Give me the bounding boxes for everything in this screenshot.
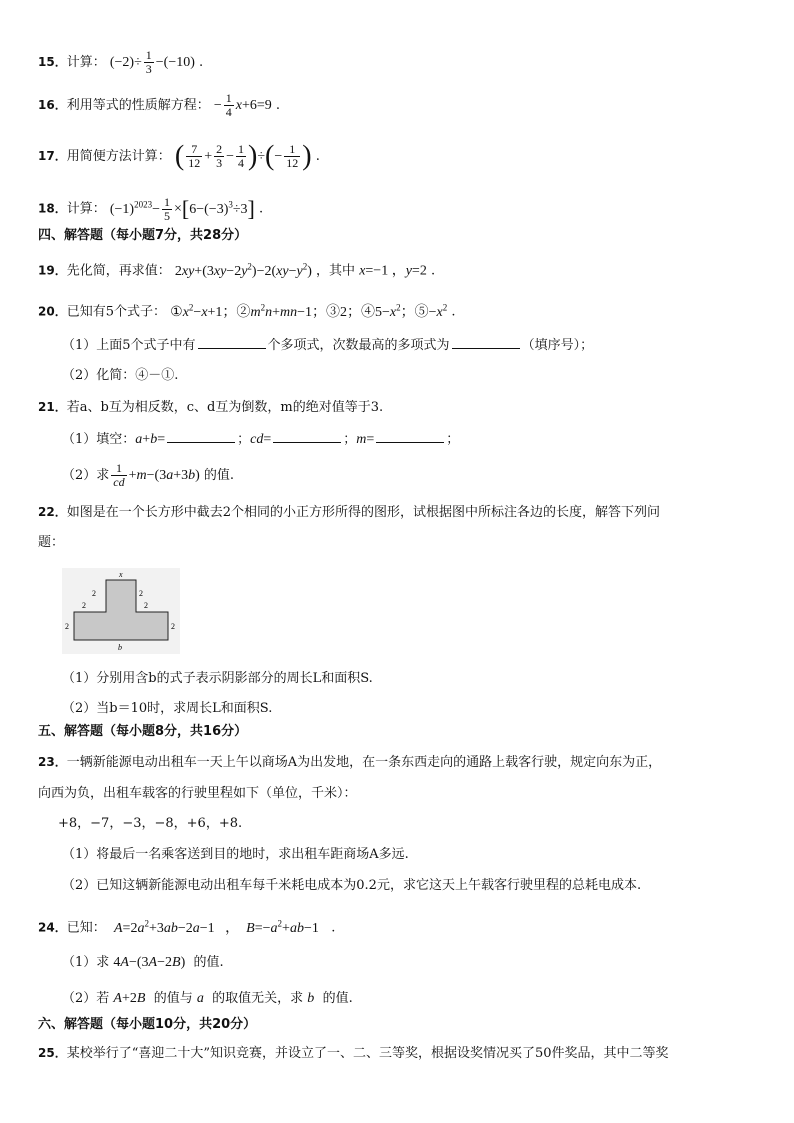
math-expression: x=−1 ，y=2: [359, 263, 427, 279]
t-shape-figure: [62, 568, 180, 654]
label-2: 2: [65, 622, 69, 631]
problem-21: [38, 398, 383, 417]
problem-18: 18．计算： $(-1)^{2023}-$ $\frac{1}{5}$ $\times[6-(-3)^3\div 3]$ .: [38, 194, 264, 223]
section-heading: 五、解答题（每小题8分，共16分）: [38, 724, 248, 739]
problem-20: 20．已知有5个式子： $①x^2-x+1$；$②m^2n+mn-1$；③2；$④5-x^2$；$⑤-x^2$ .: [38, 302, 456, 320]
problem-text: 计算：: [66, 55, 106, 70]
problem-24: 24．已知： $A=2a^2+3ab-2a-1$ ， $B=-a^2+ab-1$ .: [38, 918, 336, 936]
problem-number: 25．: [38, 1046, 67, 1060]
problem-text: 如图是在一个长方形中截去2个相同的小正方形所得的图形，试根据图中所标注各边的长度，解答下列问: [66, 505, 660, 520]
problem-23-part-2: （2）已知这辆新能源电动出租车每千米耗电成本为0.2元，求它这天上午载客行驶里程的总耗电成本.: [62, 878, 642, 893]
label-2: 2: [92, 589, 96, 598]
fraction: $\frac{1}{cd}$: [113, 461, 125, 489]
problem-number: 21．: [38, 400, 67, 414]
problem-number: 15．: [38, 55, 67, 69]
problem-25: [38, 1044, 669, 1063]
math-expression: +6=9: [241, 98, 272, 113]
fraction: $\frac{2}{3}$: [216, 142, 223, 170]
math-expression: (: [174, 140, 185, 172]
problem-text: 先化简，再求值：: [66, 263, 171, 279]
fraction: $\frac{1}{12}$: [286, 142, 299, 170]
problem-text: 向西为负，出租车载客的行驶里程如下（单位，千米）：: [38, 786, 357, 801]
answer-blank[interactable]: [273, 430, 341, 443]
section-heading: 六、解答题（每小题10分，共20分）: [38, 1017, 257, 1032]
problem-number: 24．: [38, 920, 67, 935]
label-2: 2: [82, 601, 86, 610]
problem-text: 用简便方法计算：: [66, 149, 171, 164]
problem-22-part-2: （2）当b＝10时，求周长L和面积S.: [62, 701, 273, 716]
math-expression: $(-1)^{2023}-$: [109, 199, 160, 217]
problem-23: [38, 753, 661, 772]
problem-17: 17．用简便方法计算： ( $\frac{7}{12}$ + $\frac{2}{3}$ − $\frac{1}{4}$ )÷(− $\frac{1}{12}$ ) .: [38, 140, 320, 172]
fraction: $\frac{7}{12}$: [188, 142, 201, 170]
problem-24-part-2: （2）若 A+2B 的值与 a 的取值无关，求 b 的值.: [62, 991, 353, 1006]
problem-text: ，其中: [316, 263, 356, 279]
problem-16: 16．利用等式的性质解方程： − $\frac{1}{4}$ x+6=9 .: [38, 91, 281, 119]
label-x: x: [119, 570, 123, 579]
answer-blank[interactable]: [452, 336, 520, 349]
section-heading: 四、解答题（每小题7分，共28分）: [38, 228, 248, 243]
fraction: $\frac{1}{3}$: [145, 48, 152, 76]
math-expression: −: [213, 98, 222, 113]
problem-number: 23．: [38, 755, 67, 769]
math-expression: x: [235, 98, 242, 113]
label-2: 2: [139, 589, 143, 598]
problem-number: 22．: [38, 505, 67, 519]
label-b: b: [118, 643, 122, 652]
math-expression: A+2B: [113, 991, 146, 1006]
problem-24-part-1: （1）求 4A−(3A−2B) 的值.: [62, 955, 224, 970]
problem-21-part-2: （2）求 $\frac{1}{cd}$ +m−(3a+3b) 的值.: [62, 461, 235, 489]
problem-text: 已知：: [66, 920, 106, 936]
problem-text: 利用等式的性质解方程：: [66, 98, 210, 113]
answer-blank[interactable]: [198, 336, 266, 349]
problem-number: 17．: [38, 149, 67, 163]
math-expression: 4A−(3A−2B): [113, 955, 186, 970]
mileage-data: +8，−7，−3，−8，+6，+8.: [58, 816, 243, 831]
math-expression: $①x^2-x+1$；$②m^2n+mn-1$；③2；$④5-x^2$；$⑤-x^2$: [170, 302, 448, 320]
problem-number: 20．: [38, 304, 67, 319]
math-expression: −(−10): [155, 55, 195, 70]
problem-20-part-2: （2）化简：④－①.: [62, 368, 179, 383]
problem-text: 某校举行了“喜迎二十大”知识竞赛，并设立了一、二、三等奖，根据设奖情况买了50件奖品，其中二等奖: [66, 1046, 669, 1061]
answer-blank[interactable]: [376, 430, 444, 443]
problem-text: 一辆新能源电动出租车一天上午以商场A为出发地，在一条东西走向的通路上载客行驶，规定向东为正，: [66, 755, 662, 770]
math-expression: $2xy+(3xy-2y^2)-2(xy-y^2)$: [174, 261, 312, 279]
problem-19: 19．先化简，再求值： $2xy+(3xy-2y^2)-2(xy-y^2)$ ，其中 x=−1 ，y=2 .: [38, 261, 436, 279]
math-expression: (−2)÷: [109, 55, 142, 70]
fraction: $\frac{1}{4}$: [225, 91, 232, 119]
fraction: $\frac{1}{4}$: [238, 142, 244, 170]
problem-23-part-1: （1）将最后一名乘客送到目的地时，求出租车距商场A多远.: [62, 847, 409, 862]
problem-text: 若a、b互为相反数，c、d互为倒数，m的绝对值等于3.: [66, 400, 384, 415]
fraction: $\frac{1}{5}$: [164, 194, 170, 223]
problem-number: 19．: [38, 263, 67, 278]
problem-text: 已知有5个式子：: [66, 304, 166, 320]
problem-text: 题：: [38, 535, 65, 550]
label-2: 2: [171, 622, 175, 631]
answer-blank[interactable]: [167, 430, 235, 443]
math-expression: $A=2a^2+3ab-2a-1$ ， $B=-a^2+ab-1$: [113, 918, 319, 936]
problem-21-part-1: （1）填空：a+b= ；cd= ；m= ；: [62, 432, 460, 447]
problem-22-part-1: （1）分别用含b的式子表示阴影部分的周长L和面积S.: [62, 671, 373, 686]
problem-20-part-1: （1）上面5个式子中有 个多项式，次数最高的多项式为 （填序号）；: [62, 338, 594, 353]
problem-number: 18．: [38, 201, 67, 216]
label-2: 2: [144, 601, 148, 610]
problem-22: [38, 503, 660, 522]
problem-15: 15．计算： (−2)÷ $\frac{1}{3}$ −(−10) .: [38, 48, 204, 76]
problem-text: 计算：: [66, 201, 106, 217]
problem-number: 16．: [38, 98, 67, 112]
